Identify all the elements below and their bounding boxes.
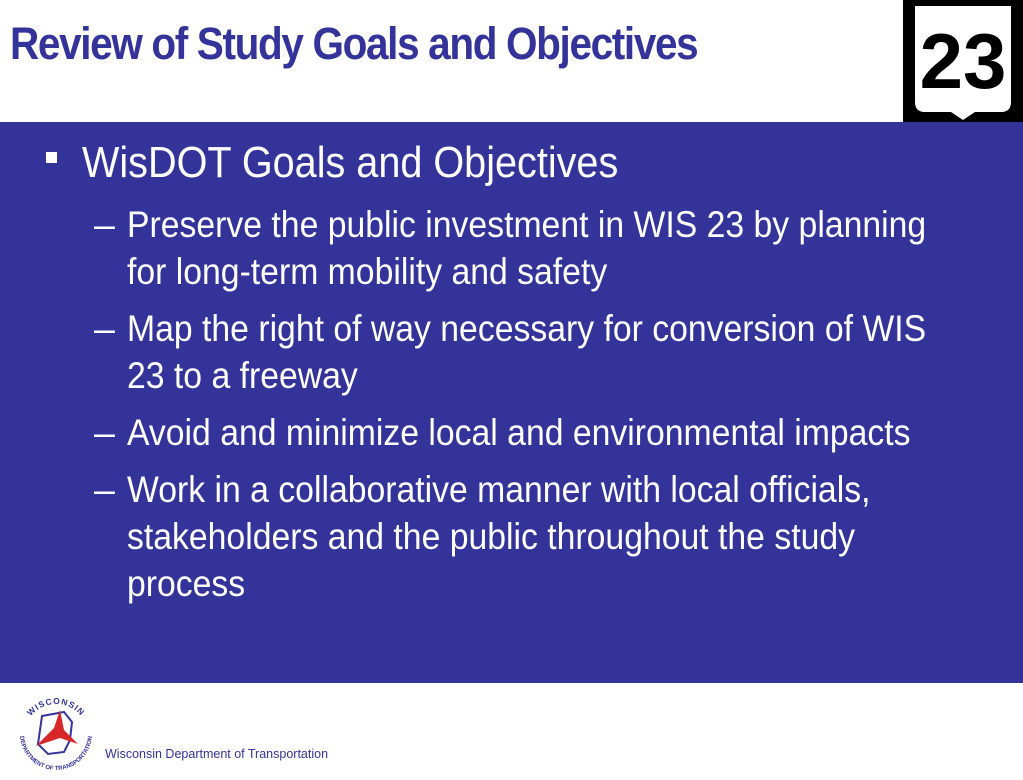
dash-marker: – [94, 411, 115, 453]
logo-bottom-text: DEPARTMENT OF TRANSPORTATION [18, 735, 94, 773]
footer-org: Wisconsin Department of Transportation [105, 747, 329, 761]
dash-marker: – [94, 468, 115, 510]
objective-line: Avoid and minimize local and environmental impacts [127, 411, 911, 453]
wisdot-logo [14, 694, 98, 779]
logo-top-text: WISCONSIN [24, 695, 88, 718]
objective-line: process [127, 562, 246, 604]
objective-item [94, 409, 1014, 456]
objective-line: 23 to a freeway [127, 354, 358, 396]
objective-item [94, 466, 1014, 607]
objective-line: Map the right of way necessary for conversion of WIS [127, 307, 927, 349]
route-shield [903, 0, 1023, 122]
route-number: 23 [919, 17, 1007, 105]
objective-line: Work in a collaborative manner with local officials, [127, 468, 871, 510]
objective-item [94, 305, 1014, 399]
wisdot-logo-icon [14, 694, 98, 774]
objective-item [94, 201, 1014, 295]
objective-line: stakeholders and the public throughout the study [127, 515, 856, 557]
dash-marker: – [94, 307, 115, 349]
objective-line: for long-term mobility and safety [127, 250, 608, 292]
objective-line: Preserve the public investment in WIS 23 by planning [127, 203, 927, 245]
objectives-list [94, 201, 1014, 617]
slide-title: Review of Study Goals and Objectives [10, 18, 698, 69]
square-bullet-icon [46, 152, 57, 163]
dash-marker: – [94, 203, 115, 245]
route-shield-icon [903, 0, 1023, 122]
content-panel [0, 122, 1023, 683]
main-bullet-text: WisDOT Goals and Objectives [82, 138, 619, 187]
